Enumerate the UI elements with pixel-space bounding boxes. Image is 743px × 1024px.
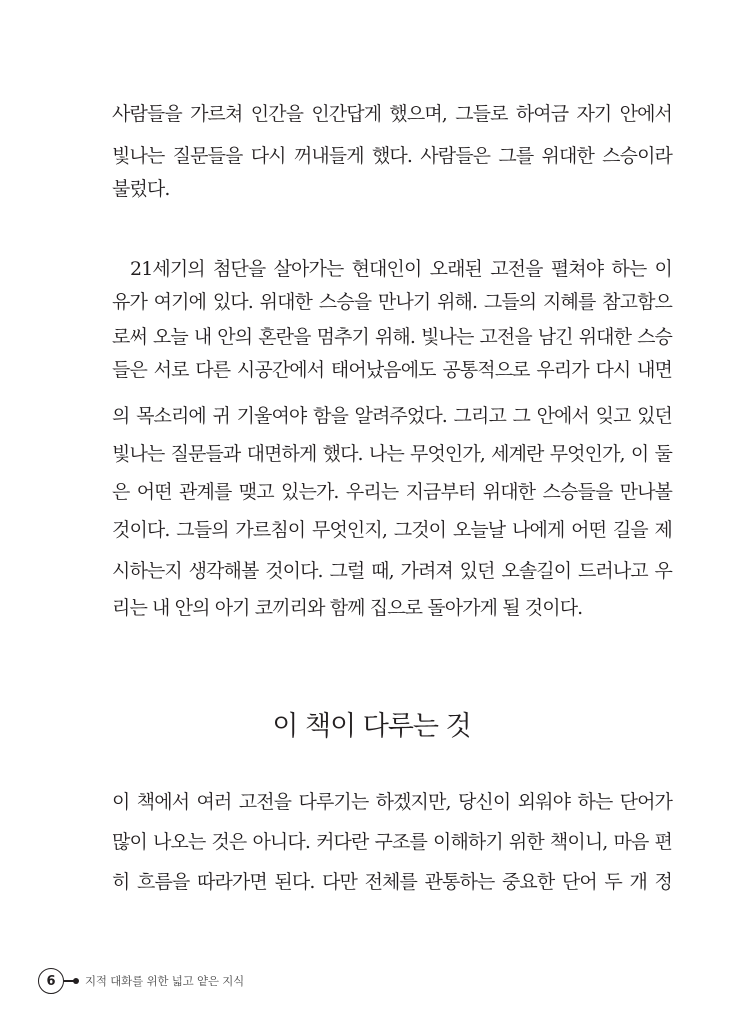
page-number: 6: [46, 973, 56, 989]
body-text-line: 불렀다.: [112, 178, 170, 200]
body-text-line: 이 책에서 여러 고전을 다루기는 하겠지만, 당신이 외워야 하는 단어가: [112, 791, 672, 813]
body-text-line: 리는 내 안의 아기 코끼리와 함께 집으로 돌아가게 될 것이다.: [112, 597, 583, 619]
body-text-line: 사람들을 가르쳐 인간을 인간답게 했으며, 그들로 하여금 자기 안에서: [112, 103, 672, 125]
body-text-line: 히 흐름을 따라가면 된다. 다만 전체를 관통하는 중요한 단어 두 개 정: [112, 871, 672, 893]
body-text-line: 많이 나오는 것은 아니다. 커다란 구조를 이해하기 위한 책이니, 마음 편: [112, 831, 672, 853]
body-text-line: 시하는지 생각해볼 것이다. 그럴 때, 가려져 있던 오솔길이 드러나고 우: [112, 560, 672, 582]
body-text-line: 21세기의 첨단을 살아가는 현대인이 오래된 고전을 펼쳐야 하는 이: [130, 258, 672, 280]
body-text-line: 유가 여기에 있다. 위대한 스승을 만나기 위해. 그들의 지혜를 참고함으: [112, 291, 672, 313]
body-text-line: 빛나는 질문들을 다시 꺼내들게 했다. 사람들은 그를 위대한 스승이라: [112, 145, 672, 167]
body-text-line: 은 어떤 관계를 맺고 있는가. 우리는 지금부터 위대한 스승들을 만나볼: [112, 481, 672, 503]
body-text-line: 의 목소리에 귀 기울여야 함을 알려주었다. 그리고 그 안에서 잊고 있던: [112, 405, 672, 427]
page-footer: [38, 966, 244, 996]
body-text-line: 빛나는 질문들과 대면하게 했다. 나는 무엇인가, 세계란 무엇인가, 이 둘: [112, 443, 672, 465]
running-title: 지적 대화를 위한 넓고 얕은 지식: [85, 974, 245, 988]
footer-connector-line: [64, 980, 74, 982]
body-text-line: 들은 서로 다른 시공간에서 태어났음에도 공통적으로 우리가 다시 내면: [112, 359, 672, 381]
page-number-badge: [38, 968, 64, 994]
section-heading: 이 책이 다루는 것: [272, 711, 471, 742]
body-text-line: 로써 오늘 내 안의 혼란을 멈추기 위해. 빛나는 고전을 남긴 위대한 스승: [112, 326, 672, 348]
body-text-line: 것이다. 그들의 가르침이 무엇인지, 그것이 오늘날 나에게 어떤 길을 제: [112, 519, 672, 541]
